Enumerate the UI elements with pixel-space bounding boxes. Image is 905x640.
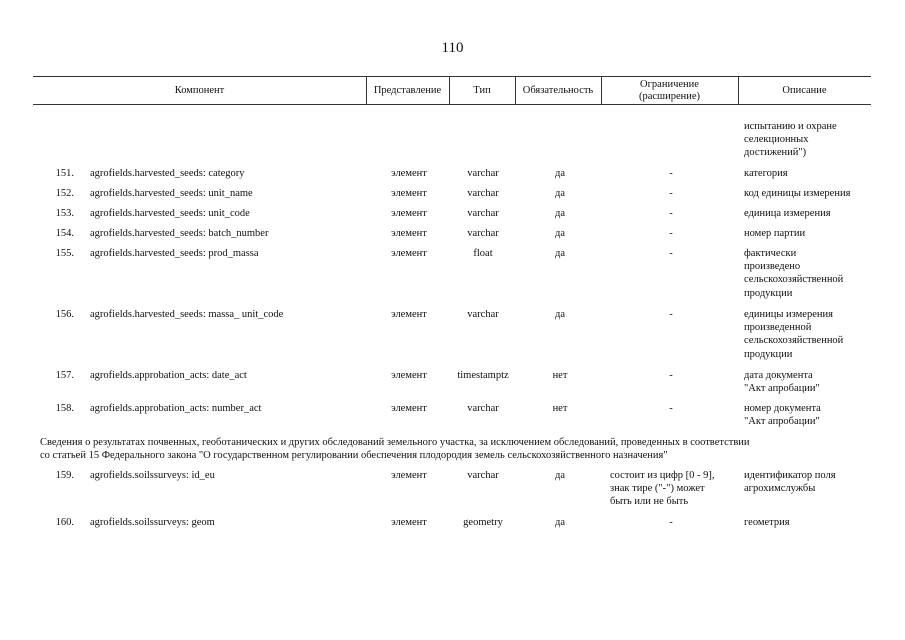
row-description: агрохимслужбы	[744, 483, 816, 495]
row-required: да	[554, 208, 565, 219]
row-component: agrofields.harvested_seeds: unit_name	[90, 188, 253, 199]
row-component: agrofields.approbation_acts: date_act	[90, 370, 247, 381]
row-restriction: состоит из цифр [0 - 9],	[610, 470, 715, 481]
header-restriction-line: Ограничение	[640, 79, 699, 90]
table-header-rule	[33, 104, 871, 105]
row-description: единица измерения	[744, 208, 831, 219]
row-description: геометрия	[744, 517, 790, 528]
row-representation: элемент	[391, 403, 427, 414]
row-representation: элемент	[391, 470, 427, 481]
row-restriction: знак тире ("-") может	[610, 483, 705, 495]
row-required: да	[554, 309, 565, 320]
header-description: Описание	[782, 85, 827, 96]
row-component: agrofields.harvested_seeds: unit_code	[90, 208, 250, 219]
row-restriction: быть или не быть	[610, 496, 689, 508]
description-continuation: достижений")	[744, 147, 807, 159]
row-required: да	[554, 248, 565, 259]
row-restriction: -	[669, 208, 673, 219]
row-representation: элемент	[391, 517, 427, 528]
row-number: 157.	[55, 370, 74, 381]
row-description: "Акт апробации"	[744, 416, 820, 428]
row-restriction: -	[669, 228, 673, 239]
row-type: float	[473, 248, 493, 259]
row-representation: элемент	[391, 168, 427, 179]
row-required: нет	[552, 370, 568, 381]
row-restriction: -	[669, 168, 673, 179]
row-description: сельскохозяйственной	[744, 335, 844, 347]
row-type: geometry	[463, 517, 503, 528]
row-type: varchar	[467, 208, 499, 219]
header-representation: Представление	[373, 85, 442, 96]
row-representation: элемент	[391, 248, 427, 259]
row-description: номер партии	[744, 228, 806, 239]
row-representation: элемент	[391, 188, 427, 199]
row-description: категория	[744, 168, 788, 179]
row-description: дата документа	[744, 370, 813, 381]
page-number: 110	[441, 40, 464, 56]
row-restriction: -	[669, 403, 673, 414]
row-description: номер документа	[744, 403, 821, 414]
row-component: agrofields.approbation_acts: number_act	[90, 403, 262, 414]
row-number: 151.	[55, 168, 74, 179]
row-component: agrofields.harvested_seeds: massa_ unit_code	[90, 309, 284, 320]
table-top-rule	[33, 76, 871, 77]
row-component: agrofields.soilssurveys: geom	[90, 517, 215, 528]
header-component: Компонент	[174, 85, 225, 96]
row-type: varchar	[467, 228, 499, 239]
row-number: 155.	[55, 248, 74, 259]
row-description: произведено	[744, 261, 801, 273]
row-number: 160.	[55, 517, 74, 528]
row-description: продукции	[744, 287, 793, 299]
row-number: 158.	[55, 403, 74, 414]
row-component: agrofields.harvested_seeds: batch_number	[90, 228, 269, 239]
row-number: 156.	[55, 309, 74, 320]
row-description: произведенной	[744, 322, 812, 334]
row-type: timestamptz	[457, 370, 509, 381]
row-restriction: -	[669, 248, 673, 259]
row-description: идентификатор поля	[744, 470, 836, 481]
row-description: единицы измерения	[744, 309, 833, 320]
row-component: agrofields.harvested_seeds: prod_massa	[90, 248, 259, 259]
section-heading-line: со статьей 15 Федерального закона "О государственном регулировании обеспечения плодородия земель сельскохозяйственного назначения"	[40, 450, 668, 462]
description-continuation: селекционных	[744, 134, 809, 146]
row-required: да	[554, 168, 565, 179]
row-number: 152.	[55, 188, 74, 199]
section-heading-line: Сведения о результатах почвенных, геоботанических и других обследований земельного участка, за исключением обследований, проведенных в соответствии	[40, 437, 750, 448]
section-heading	[40, 436, 750, 462]
row-description: сельскохозяйственной	[744, 274, 844, 286]
row-representation: элемент	[391, 228, 427, 239]
row-type: varchar	[467, 403, 499, 414]
row-description: продукции	[744, 348, 793, 360]
description-continuation: испытанию и охране	[744, 121, 837, 132]
header-restriction	[601, 79, 738, 103]
row-representation: элемент	[391, 309, 427, 320]
row-required: нет	[552, 403, 568, 414]
row-number: 159.	[55, 470, 74, 481]
row-type: varchar	[467, 309, 499, 320]
row-description: фактически	[744, 248, 797, 259]
row-required: да	[554, 228, 565, 239]
row-representation: элемент	[391, 208, 427, 219]
row-restriction: -	[669, 370, 673, 381]
row-restriction: -	[669, 517, 673, 528]
row-restriction: -	[669, 188, 673, 199]
row-component: agrofields.harvested_seeds: category	[90, 168, 245, 179]
row-description: код единицы измерения	[744, 188, 851, 199]
header-restriction-line: (расширение)	[638, 91, 701, 102]
row-type: varchar	[467, 188, 499, 199]
row-component: agrofields.soilssurveys: id_eu	[90, 470, 215, 481]
row-restriction: -	[669, 309, 673, 320]
row-description: "Акт апробации"	[744, 383, 820, 395]
row-required: да	[554, 470, 565, 481]
row-representation: элемент	[391, 370, 427, 381]
row-type: varchar	[467, 168, 499, 179]
row-type: varchar	[467, 470, 499, 481]
row-required: да	[554, 517, 565, 528]
row-number: 154.	[55, 228, 74, 239]
header-required: Обязательность	[522, 85, 594, 96]
row-required: да	[554, 188, 565, 199]
row-number: 153.	[55, 208, 74, 219]
header-type: Тип	[473, 85, 491, 96]
